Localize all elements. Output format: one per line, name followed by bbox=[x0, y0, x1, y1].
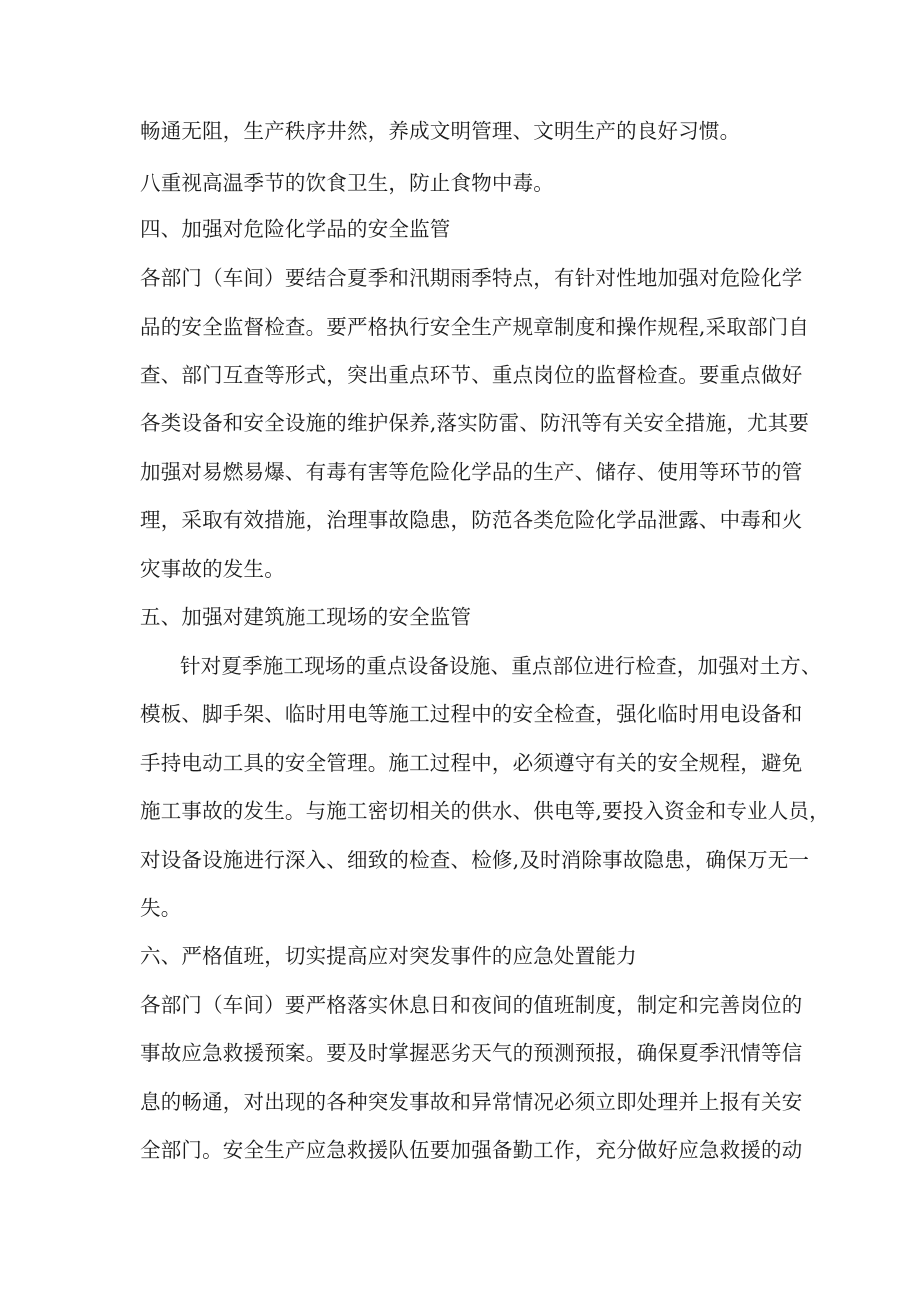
text-line: 理，采取有效措施，治理事故隐患，防范各类危险化学品泄露、中毒和火 bbox=[140, 508, 803, 532]
section-heading: 四、加强对危险化学品的安全监管 bbox=[140, 217, 451, 241]
text-line: 失。 bbox=[140, 896, 182, 920]
text-line: 畅通无阻，生产秩序井然，养成文明管理、文明生产的良好习惯。 bbox=[140, 119, 741, 143]
section-heading: 五、加强对建筑施工现场的安全监管 bbox=[140, 605, 472, 629]
text-line: 事故应急救援预案。要及时掌握恶劣天气的预测预报，确保夏季汛情等信 bbox=[140, 1041, 803, 1065]
section-heading: 六、严格值班，切实提高应对突发事件的应急处置能力 bbox=[140, 944, 637, 968]
text-line: 加强对易燃易爆、有毒有害等危险化学品的生产、储存、使用等环节的管 bbox=[140, 460, 803, 484]
text-line: 灾事故的发生。 bbox=[140, 557, 285, 581]
text-line: 息的畅通，对出现的各种突发事故和异常情况必须立即处理并上报有关安 bbox=[140, 1090, 803, 1114]
text-line: 施工事故的发生。与施工密切相关的供水、供电等,要投入资金和专业人员， bbox=[140, 799, 830, 823]
text-line: 针对夏季施工现场的重点设备设施、重点部位进行检查，加强对土方、 bbox=[180, 654, 822, 678]
text-line: 模板、脚手架、临时用电等施工过程中的安全检查，强化临时用电设备和 bbox=[140, 702, 803, 726]
text-line: 各部门（车间）要严格落实休息日和夜间的值班制度，制定和完善岗位的 bbox=[140, 993, 803, 1017]
text-line: 各部门（车间）要结合夏季和汛期雨季特点，有针对性地加强对危险化学 bbox=[140, 266, 803, 290]
text-line: 品的安全监督检查。要严格执行安全生产规章制度和操作规程,采取部门自 bbox=[140, 315, 810, 339]
text-line: 各类设备和安全设施的维护保养,落实防雷、防汛等有关安全措施，尤其要 bbox=[140, 411, 810, 435]
text-line: 查、部门互查等形式，突出重点环节、重点岗位的监督检查。要重点做好 bbox=[140, 363, 803, 387]
text-line: 手持电动工具的安全管理。施工过程中，必须遵守有关的安全规程，避免 bbox=[140, 751, 803, 775]
text-line: 全部门。安全生产应急救援队伍要加强备勤工作，充分做好应急救援的动 bbox=[140, 1138, 803, 1162]
text-line: 八重视高温季节的饮食卫生，防止食物中毒。 bbox=[140, 171, 554, 195]
text-line: 对设备设施进行深入、细致的检查、检修,及时消除事故隐患，确保万无一 bbox=[140, 848, 810, 872]
